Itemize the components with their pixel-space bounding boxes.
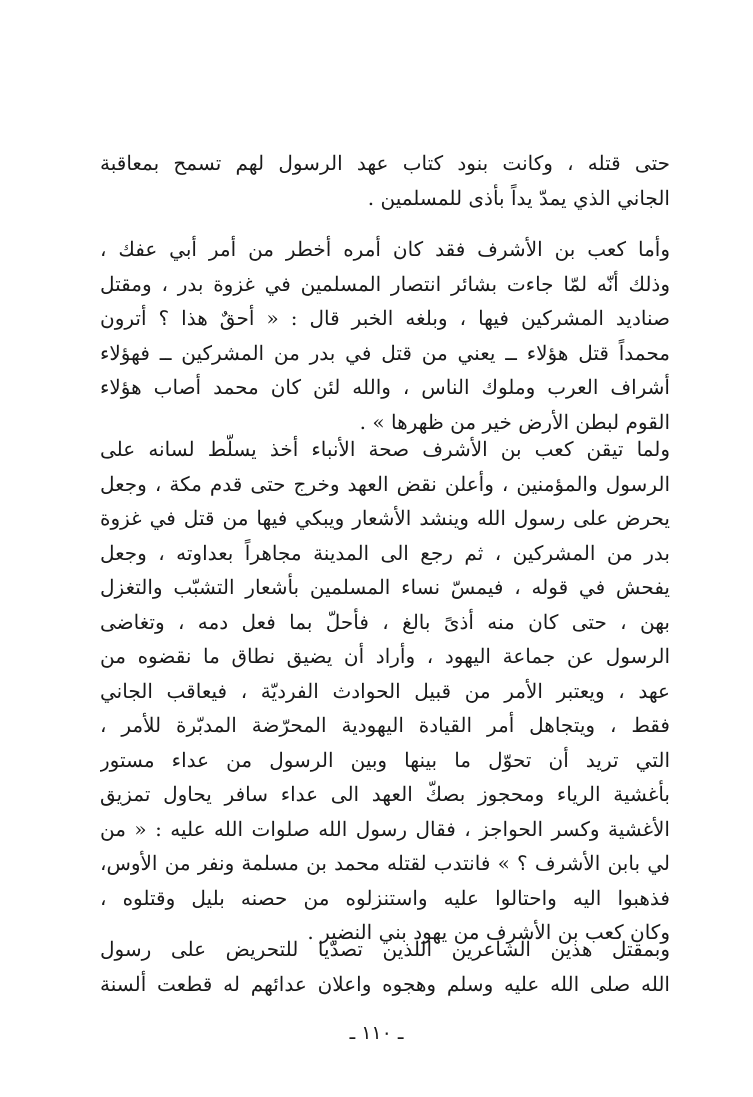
text-line: يحرض على رسول الله وينشد الأشعار ويبكي فيها من قتل في غزوة [100, 506, 670, 530]
text-line: ولما تيقن كعب بن الأشرف صحة الأنباء أخذ يسلّط لسانه على [100, 437, 670, 461]
text-line: الرسول والمؤمنين ، وأعلن نقض العهد وخرج حتى قدم مكة ، وجعل [100, 471, 670, 496]
text-line: فذهبوا اليه واحتالوا عليه واستنزلوه من حصنه بليل وقتلوه ، [100, 885, 670, 910]
text-line: الرسول عن جماعة اليهود ، وأراد أن يضيق نطاق ما نقضوه من [100, 644, 670, 668]
text-line: صناديد المشركين فيها ، وبلغه الخبر قال : « أحقٌ هذا ؟ أترون [100, 306, 670, 330]
text-line: فقط ، ويتجاهل أمر القيادة اليهودية المحرّضة المدبّرة للأمر ، [100, 713, 670, 737]
text-line: بأغشية الرياء ومحجوز بصكّ العهد الى عداء سافر يحاول تمزيق [100, 782, 670, 806]
text-line: أشراف العرب وملوك الناس ، والله لئن كان محمد أصاب هؤلاء [100, 375, 670, 399]
paragraph-2 [100, 232, 670, 439]
text-line: الله صلى الله عليه وسلم وهجوه واعلان عدائهم له قطعت ألسنة [100, 971, 670, 996]
text-line: التي تريد أن تحوّل ما بينها وبين الرسول من عداء مستور [100, 747, 670, 772]
text-line: وأما كعب بن الأشرف فقد كان أمره أخطر من أمر أبي عفك ، [100, 237, 670, 261]
text-line: الأغشية وكسر الحواجز ، فقال رسول الله صلوات الله عليه : « من [100, 816, 670, 841]
text-line: بدر من المشركين ، ثم رجع الى المدينة مجاهراً بعداوته ، وجعل [100, 540, 670, 565]
paragraph-1 [100, 146, 670, 215]
text-line: محمداً قتل هؤلاء ــ يعني من قتل في بدر من المشركين ــ فهؤلاء [100, 340, 670, 365]
text-line: يفحش في قوله ، فيمسّ نساء المسلمين بأشعار التشبّب والتغزل [100, 575, 670, 599]
paragraph-4 [100, 932, 670, 1001]
text-line: الجاني الذي يمدّ يداً بأذى للمسلمين . [367, 185, 670, 210]
paragraph-3 [100, 432, 670, 950]
text-line: عهد ، ويعتبر الأمر من قبيل الحوادث الفرديّة ، فيعاقب الجاني [100, 678, 670, 703]
text-line: وذلك أنّه لمّا جاءت بشائر انتصار المسلمين في غزوة بدر ، ومقتل [100, 271, 670, 296]
text-line: وبمقتل هذين الشاعرين اللذين تصدّيا للتحريض على رسول [100, 937, 670, 961]
text-line: القوم لبطن الأرض خير من ظهرها » . [359, 409, 670, 434]
text-line: وكان كعب بن الأشرف من يهود بني النضير . [307, 920, 670, 944]
text-line: لي بابن الأشرف ؟ » فانتدب لقتله محمد بن مسلمة ونفر من الأوس، [100, 851, 670, 875]
page-number: ـ ١١٠ ـ [349, 1022, 404, 1044]
text-line: بهن ، حتى كان منه أذىً بالغ ، فأحلّ بما فعل دمه ، وتغاضى [100, 609, 670, 634]
text-line: حتى قتله ، وكانت بنود كتاب عهد الرسول لهم تسمح بمعاقبة [100, 151, 670, 175]
